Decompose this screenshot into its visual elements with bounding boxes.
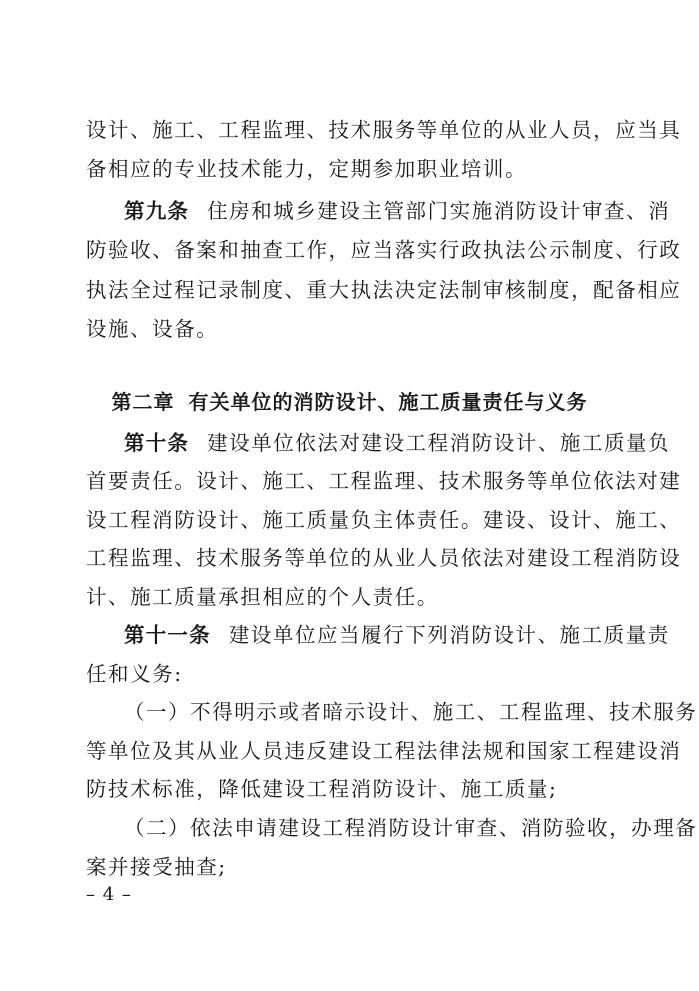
chapter-heading bbox=[0, 390, 699, 414]
article-9-text: 住房和城乡建设主管部门实施消防设计审查、消 bbox=[207, 199, 671, 223]
paragraph-line: 案并接受抽查; bbox=[86, 855, 227, 879]
article-11-text: 建设单位应当履行下列消防设计、施工质量责 bbox=[228, 623, 670, 647]
paragraph-line: 任和义务: bbox=[86, 662, 183, 686]
article-10-label: 第十条 bbox=[124, 431, 190, 455]
list-item-1-first-line: （一）不得明示或者暗示设计、施工、工程监理、技术服务 bbox=[124, 700, 698, 724]
article-11-label: 第十一条 bbox=[124, 623, 211, 647]
paragraph-line: 设工程消防设计、施工质量负主体责任。建设、设计、施工、 bbox=[86, 508, 682, 532]
paragraph-line: 设计、施工、工程监理、技术服务等单位的从业人员，应当具 bbox=[86, 118, 682, 142]
paragraph-line: 首要责任。设计、施工、工程监理、技术服务等单位依法对建 bbox=[86, 469, 682, 493]
article-10-text: 建设单位依法对建设工程消防设计、施工质量负 bbox=[207, 431, 671, 455]
list-item-2-first-line: （二）依法申请建设工程消防设计审查、消防验收，办理备 bbox=[124, 816, 698, 840]
paragraph-line: 等单位及其从业人员违反建设工程法律法规和国家工程建设消 bbox=[86, 739, 682, 763]
chapter-title: 有关单位的消防设计、施工质量责任与义务 bbox=[188, 390, 588, 414]
paragraph-line: 防验收、备案和抽查工作，应当落实行政执法公示制度、行政 bbox=[86, 238, 682, 262]
paragraph-line: 备相应的专业技术能力，定期参加职业培训。 bbox=[86, 157, 527, 181]
paragraph-line: 设施、设备。 bbox=[86, 317, 219, 341]
article-9-label: 第九条 bbox=[124, 199, 190, 223]
paragraph-line: 防技术标准，降低建设工程消防设计、施工质量; bbox=[86, 777, 558, 801]
article-9-first-line bbox=[124, 199, 670, 223]
chapter-number: 第二章 bbox=[111, 390, 175, 414]
page-number: – 4 – bbox=[86, 884, 132, 905]
paragraph-line: 执法全过程记录制度、重大执法决定法制审核制度，配备相应 bbox=[86, 278, 682, 302]
paragraph-line: 计、施工质量承担相应的个人责任。 bbox=[86, 585, 439, 609]
paragraph-line: 工程监理、技术服务等单位的从业人员依法对建设工程消防设 bbox=[86, 546, 682, 570]
article-10-first-line bbox=[124, 431, 670, 455]
article-11-first-line bbox=[124, 623, 670, 647]
